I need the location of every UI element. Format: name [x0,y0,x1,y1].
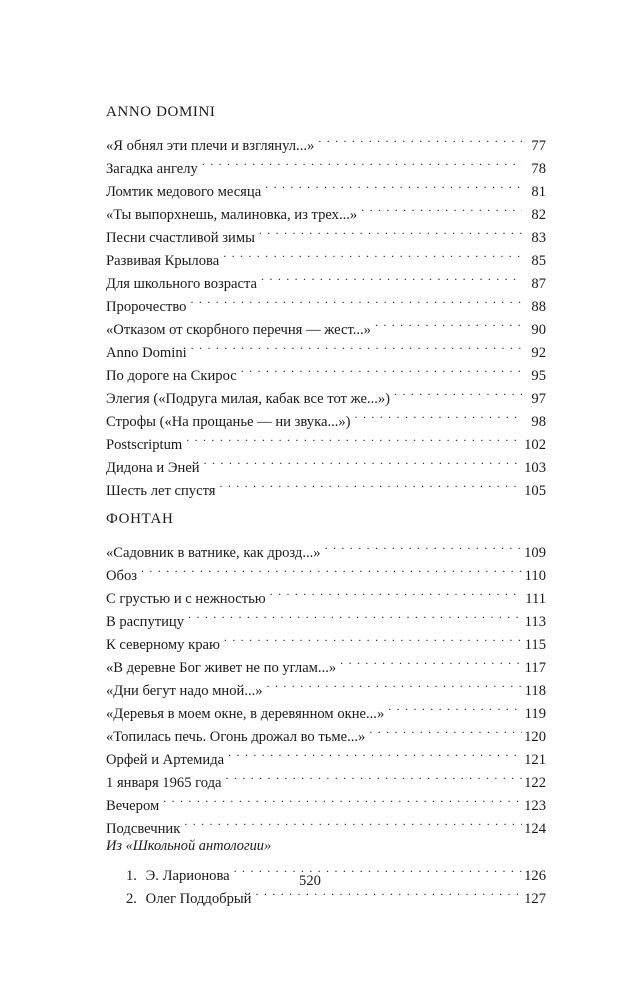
dot-leader [191,334,522,357]
toc-entry-title: «Ты выпорхнешь, малиновка, из трех...» [106,207,358,223]
toc-entry-title: «Деревья в моем окне, в деревянном окне...» [106,706,385,722]
toc-entry-title: К северному краю [106,637,220,653]
dot-leader [241,357,522,380]
toc-entry-page: 126 [524,868,546,884]
dot-leader [163,787,522,810]
toc-entry-title: Вечером [106,798,160,814]
toc-entry-title: Ломтик медового месяца [106,184,262,200]
toc-entry-title: Олег Поддобрый [145,891,252,907]
dot-leader [261,265,522,288]
toc-entry-title: «Садовник в ватнике, как дрозд...» [106,545,321,561]
toc-entry-page: 102 [524,437,546,453]
toc-entry-page: 97 [531,391,546,407]
toc-entry-page: 110 [524,568,546,584]
toc-entry-page: 123 [524,798,546,814]
toc-entry-page: 87 [531,276,546,292]
toc-entry-title: Обоз [106,568,138,584]
dot-leader [394,380,522,403]
toc-entry-title: Загадка ангелу [106,161,198,177]
dot-leader [325,534,522,557]
dot-leader [184,810,522,833]
page-number: 520 [299,873,321,889]
toc-entry-title: Пророчество [106,299,187,315]
toc-list-fontan [106,534,546,837]
toc-entry-page: 105 [524,483,546,499]
toc-entry-title: «Дни бегут надо мной...» [106,683,263,699]
toc-entry-title: С грустью и с нежностью [106,591,266,607]
toc-entry-title: В распутицу [106,614,185,630]
toc-entry-page: 83 [531,230,546,246]
toc-entry-title: Песни счастливой зимы [106,230,255,246]
toc-entry-title: «Топилась печь. Огонь дрожал во тьме...» [106,729,366,745]
toc-entry-title: Anno Domini [106,345,187,361]
toc-entry-title: Орфей и Артемида [106,752,225,768]
toc-entry-title: Э. Ларионова [145,868,230,884]
dot-leader [188,603,522,626]
section-title-fontan: ФОНТАН [106,511,174,527]
toc-entry-title: Postscriptum [106,437,183,453]
toc-entry [106,557,546,584]
toc-entry [106,580,546,607]
dot-leader [186,426,522,449]
toc-entry-title: Шесть лет спустя [106,483,216,499]
toc-entry [106,127,546,154]
toc-entry-page: 77 [531,138,546,154]
dot-leader [369,718,522,741]
toc-entry-title: Строфы («На прощанье — ни звука...») [106,414,351,430]
toc-entry-page: 90 [531,322,546,338]
dot-leader [265,173,522,196]
toc-entry-title: «В деревне Бог живет не по углам...» [106,660,337,676]
toc-entry-page: 82 [531,207,546,223]
toc-entry-page: 92 [531,345,546,361]
toc-entry-number: 2. [126,891,137,907]
dot-leader [228,741,522,764]
dot-leader [141,557,522,580]
table-of-contents [106,101,546,907]
dot-leader [270,580,522,603]
toc-entry-page: 88 [531,299,546,315]
toc-entry-number: 1. [126,868,137,884]
toc-entry-page: 103 [524,460,546,476]
section-title-anno-domini: ANNO DOMINI [106,104,216,120]
dot-leader [388,695,522,718]
toc-entry-page: 118 [524,683,546,699]
toc-entry-page: 95 [531,368,546,384]
toc-entry-title: Развивая Крылова [106,253,220,269]
toc-list-anno-domini [106,127,546,499]
toc-entry [106,534,546,561]
toc-entry-title: Элегия («Подруга милая, кабак все тот же...») [106,391,391,407]
dot-leader [226,764,522,787]
toc-entry-page: 119 [524,706,546,722]
toc-entry-page: 113 [524,614,546,630]
dot-leader [318,127,522,150]
toc-entry-title: По дороге на Скирос [106,368,237,384]
dot-leader [190,288,522,311]
toc-entry-page: 127 [524,891,546,907]
toc-entry-title: Для школьного возраста [106,276,258,292]
dot-leader [361,196,522,219]
toc-entry-page: 111 [525,591,546,607]
toc-entry-title: «Отказом от скорбного перечня — жест...» [106,322,371,338]
toc-entry-page: 98 [531,414,546,430]
toc-entry-page: 78 [531,161,546,177]
toc-entry-title: «Я обнял эти плечи и взглянул...» [106,138,315,154]
dot-leader [267,672,522,695]
toc-entry-page: 109 [524,545,546,561]
toc-entry [106,810,546,837]
dot-leader [219,472,522,495]
toc-entry [106,787,546,814]
dot-leader [259,219,522,242]
dot-leader [204,449,522,472]
dot-leader [224,626,522,649]
dot-leader [355,403,522,426]
toc-entry-page: 81 [531,184,546,200]
toc-entry-page: 115 [524,637,546,653]
dot-leader [340,649,522,672]
toc-entry-page: 85 [531,253,546,269]
dot-leader [223,242,522,265]
toc-entry-page: 120 [524,729,546,745]
toc-entry-page: 121 [524,752,546,768]
toc-entry-page: 124 [524,821,546,837]
subsection-title-school-anthology: Из «Школьной антологии» [106,838,272,854]
toc-entry-title: Дидона и Эней [106,460,200,476]
dot-leader [202,150,522,173]
dot-leader [375,311,522,334]
toc-entry-page: 122 [524,775,546,791]
toc-entry-page: 117 [524,660,546,676]
toc-entry-title: 1 января 1965 года [106,775,222,791]
toc-entry-title: Подсвечник [106,821,181,837]
